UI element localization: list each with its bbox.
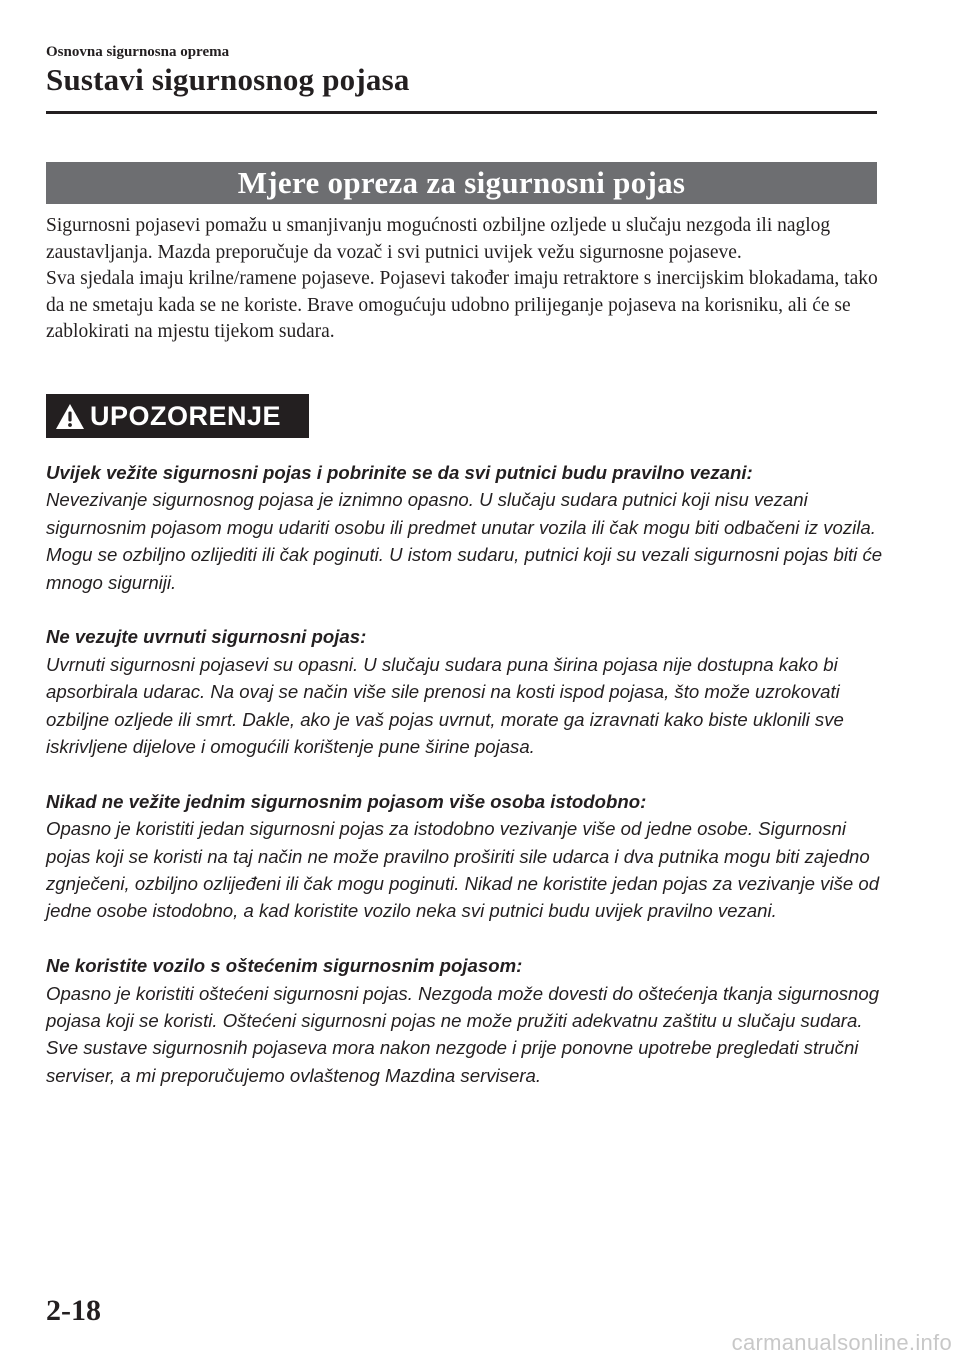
watermark-link[interactable]: carmanualsonline.info — [731, 1330, 952, 1355]
warning-heading: Ne koristite vozilo s oštećenim sigurnosnim pojasom: — [46, 955, 523, 977]
warning-heading: Nikad ne vežite jednim sigurnosnim pojasom više osoba istodobno: — [46, 790, 647, 812]
warning-item — [46, 788, 886, 925]
warning-label: UPOZORENJE — [90, 400, 282, 431]
warning-item — [46, 459, 886, 596]
header-divider — [46, 111, 877, 114]
warning-body: Opasno je koristiti jedan sigurnosni pojas za istodobno vezivanje više od jedne osobe. Sigurnosni pojas koji se koristi na taj način ne može pravilno proširiti sile udarca i dva putnika mogu biti zajedno zgnječeni, ozbiljno ozlijeđeni ili čak mogu poginuti. Nikad ne koristite jedan pojas za vezivanje više od jedne osobe istodobno, a kad koristite vozilo neka svi putnici budu uvijek pravilno vezani. — [46, 818, 880, 922]
warning-item — [46, 952, 886, 1089]
intro-paragraph: Sva sjedala imaju krilne/ramene pojaseve. Pojasevi također imaju retraktore s inercijskim blokadama, tako da ne smetaju kada se ne koriste. Brave omogućuju udobno prilijeganje pojaseva na korisniku, ali će se zablokirati na mjestu tijekom sudara. — [46, 268, 878, 342]
topic-banner: Mjere opreza za sigurnosni pojas — [46, 162, 877, 204]
warning-body: Uvrnuti sigurnosni pojasevi su opasni. U slučaju sudara puna širina pojasa nije dostupna kako bi apsorbirala udarac. Na ovaj se način više sile prenosi na kosti ispod pojasa, što može uzrokovati ozbiljne ozljede ili smrt. Dakle, ako je vaš pojas uvrnut, morate ga izravnati kako biste uklonili sve iskrivljene dijelove i omogućili korištenje pune širine pojasa. — [46, 653, 844, 758]
warning-heading: Ne vezujte uvrnuti sigurnosni pojas: — [46, 626, 367, 648]
warning-item — [46, 623, 886, 760]
warning-body: Nevezivanje sigurnosnog pojasa je iznimno opasno. U slučaju sudara putnici koji nisu vezani sigurnosnim pojasom mogu udariti osobu ili predmet unutar vozila ili čak mogu biti odbačeni iz vozila. Mogu se ozbiljno ozlijediti ili čak poginuti. U istom sudaru, putnici koji su vezali sigurnosni pojas biti će mnogo sigurniji. — [46, 489, 883, 593]
page-number: 2-18 — [46, 1294, 101, 1327]
warning-heading: Uvijek vežite sigurnosni pojas i pobrinite se da svi putnici budu pravilno vezani: — [46, 462, 753, 483]
warning-triangle-icon — [54, 401, 86, 431]
chapter-label: Osnovna sigurnosna oprema — [46, 44, 230, 60]
section-title: Sustavi sigurnosnog pojasa — [46, 62, 410, 97]
warning-body: Opasno je koristiti oštećeni sigurnosni pojas. Nezgoda može dovesti do oštećenja tkanja sigurnosnog pojasa koji se koristi. Oštećeni sigurnosni pojas ne može pružiti adekvatnu zaštitu u slučaju sudara. Sve sustave sigurnosnih pojaseva mora nakon nezgode i prije ponovne upotrebe pregledati stručni serviser, a mi preporučujemo ovlaštenog Mazdina servisera. — [46, 982, 880, 1086]
intro-paragraph: Sigurnosni pojasevi pomažu u smanjivanju mogućnosti ozbiljne ozljede u slučaju nezgoda ili naglog zaustavljanja. Mazda preporučuje da vozač i svi putnici uvijek vežu sigurnosne pojaseve. — [46, 215, 831, 263]
warning-label-box — [46, 394, 309, 438]
intro-text — [46, 213, 886, 346]
warning-list — [46, 459, 886, 1117]
